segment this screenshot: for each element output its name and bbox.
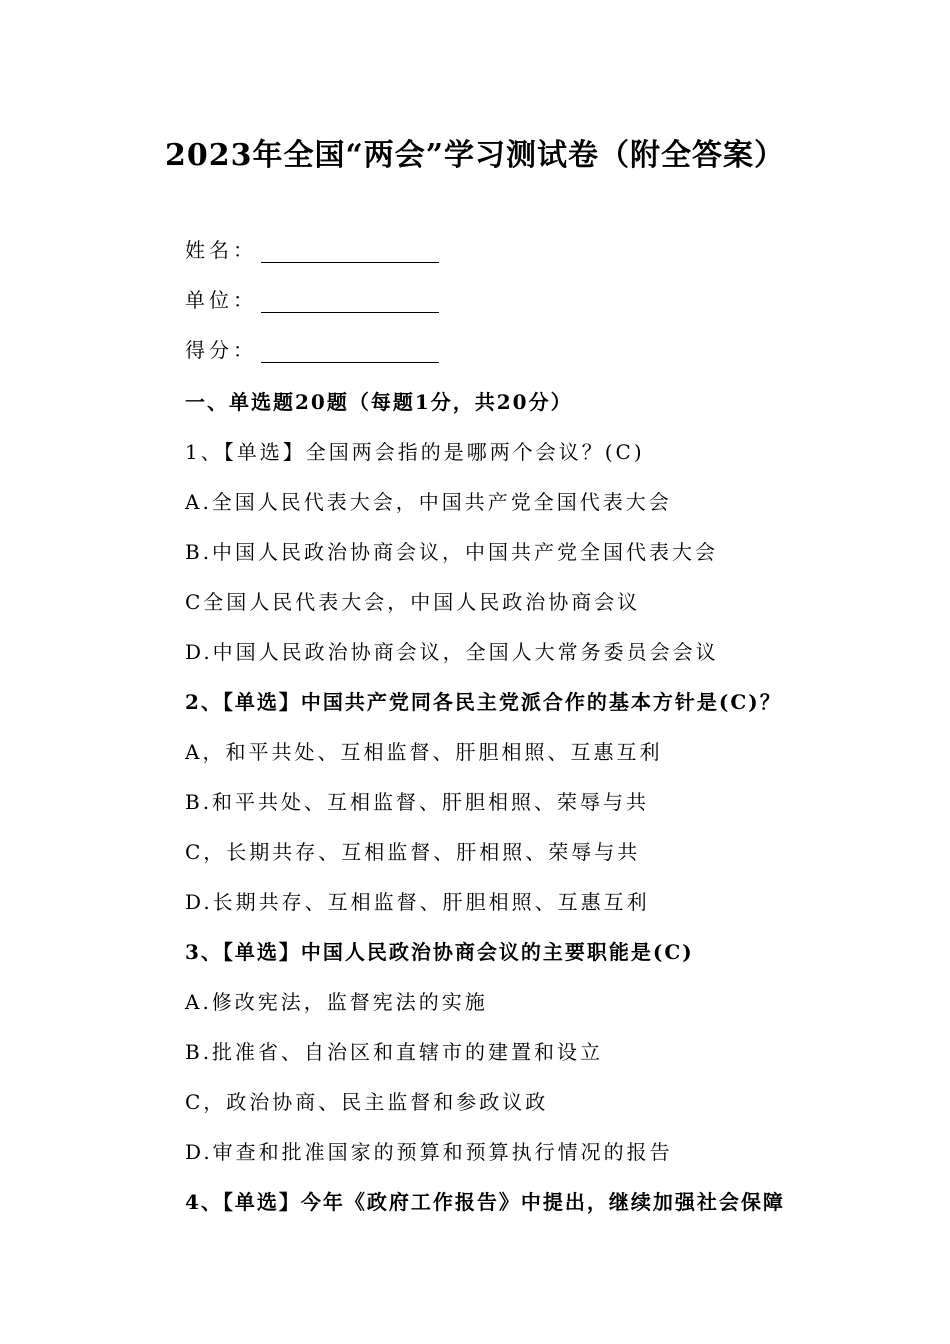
score-blank-line — [261, 338, 439, 363]
question-3-option-b: B.批准省、自治区和直辖市的建置和设立 — [185, 1040, 604, 1064]
question-2-stem: 2、【单选】中国共产党同各民主党派合作的基本方针是(C)？ — [185, 690, 782, 714]
name-field — [185, 233, 439, 263]
question-4-stem: 4、【单选】今年《政府工作报告》中提出，继续加强社会保障 — [185, 1190, 785, 1214]
unit-label: 单位： — [185, 288, 257, 312]
document-title: 2023年全国“两会”学习测试卷（附全答案） — [164, 138, 785, 173]
question-1-option-c: C全国人民代表大会，中国人民政治协商会议 — [185, 590, 641, 614]
name-blank-line — [261, 238, 439, 263]
name-label: 姓名： — [185, 238, 257, 262]
question-1-option-d: D.中国人民政治协商会议，全国人大常务委员会会议 — [185, 640, 719, 664]
question-2-option-b: B.和平共处、互相监督、肝胆相照、荣辱与共 — [185, 790, 650, 814]
unit-field — [185, 283, 439, 313]
question-1-option-b: B.中国人民政治协商会议，中国共产党全国代表大会 — [185, 540, 719, 564]
question-3-stem: 3、【单选】中国人民政治协商会议的主要职能是(C) — [185, 940, 694, 964]
question-2-option-d: D.长期共存、互相监督、肝胆相照、互惠互利 — [185, 890, 650, 914]
question-3-option-d: D.审查和批准国家的预算和预算执行情况的报告 — [185, 1140, 673, 1164]
unit-blank-line — [261, 288, 439, 313]
section-heading: 一、单选题20题（每题1分，共20分） — [185, 390, 573, 414]
question-2-option-a: A，和平共处、互相监督、肝胆相照、互惠互利 — [185, 740, 663, 764]
question-1-stem: 1、【单选】全国两会指的是哪两个会议？(C) — [185, 440, 645, 464]
score-label: 得分： — [185, 338, 257, 362]
score-field — [185, 333, 439, 363]
question-2-option-c: C，长期共存、互相监督、肝相照、荣辱与共 — [185, 840, 641, 864]
question-3-option-c: C，政治协商、民主监督和参政议政 — [185, 1090, 549, 1114]
question-1-option-a: A.全国人民代表大会，中国共产党全国代表大会 — [185, 490, 672, 514]
question-3-option-a: A.修改宪法，监督宪法的实施 — [185, 990, 488, 1014]
